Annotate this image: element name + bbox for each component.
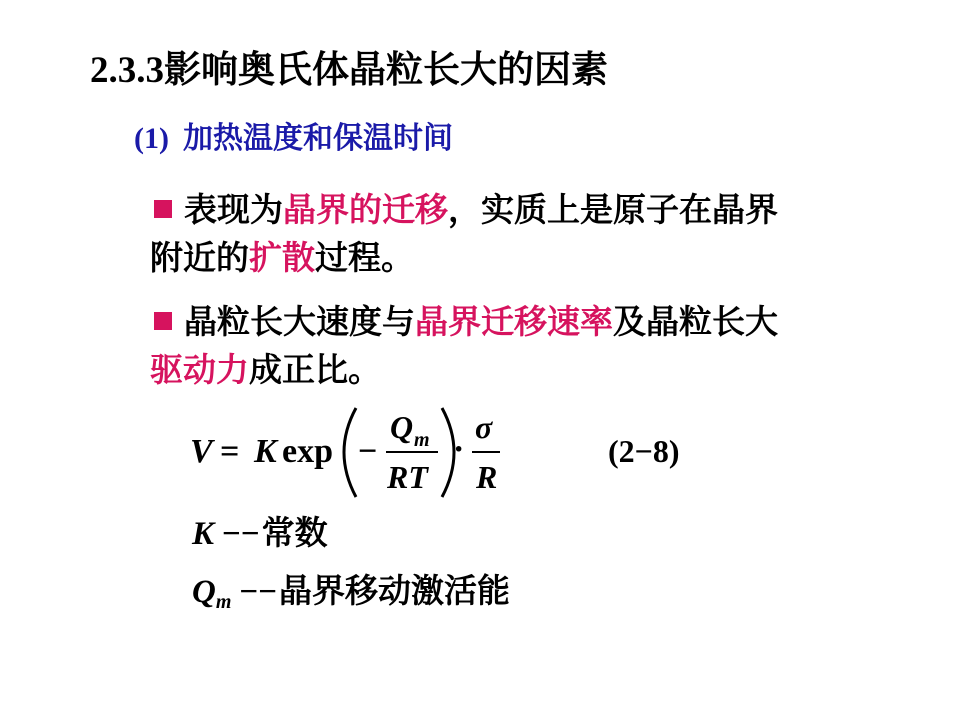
formula-equation-label: (2−8) (608, 433, 680, 469)
definition-constant (192, 510, 328, 557)
definition-dash: −− (222, 516, 260, 552)
formula-activation-subscript: m (414, 429, 430, 451)
bullet-item-2 (150, 298, 790, 394)
formula-velocity: V (190, 433, 213, 470)
square-bullet-icon (154, 312, 172, 330)
formula-surface-energy: σ (475, 409, 493, 445)
definition-text: 晶界移动激活能 (279, 571, 511, 610)
bullet-1-part-5: 过程。 (315, 238, 414, 277)
bullet-1-part-1: 表现为 (184, 190, 283, 229)
grain-growth-formula (190, 400, 730, 505)
section-number: 2.3.3 (90, 50, 164, 91)
bullet-2-part-3: 及晶粒长大 (613, 302, 778, 341)
bullet-1-part-3: ，实质上是原子在晶界附近的 (150, 190, 778, 277)
formula-exp: exp (282, 433, 333, 470)
formula-svg (190, 400, 730, 505)
definition-symbol-subscript: m (215, 591, 232, 613)
formula-constant: K (254, 433, 277, 470)
definition-symbol (192, 574, 232, 613)
formula-radius: R (476, 459, 498, 495)
title-text: 影响奥氏体晶粒长大的因素 (164, 47, 608, 91)
bullet-2-highlight-2: 驱动力 (150, 350, 249, 389)
slide-title (90, 44, 608, 96)
subheading-text: 加热温度和保温时间 (182, 121, 453, 156)
bullet-1-highlight-2: 扩散 (249, 238, 315, 277)
bullet-item-1 (150, 186, 790, 282)
formula-left-paren (344, 408, 356, 497)
definition-symbol-letter: Q (192, 574, 216, 610)
subheading (134, 118, 453, 160)
square-bullet-icon (154, 200, 172, 218)
formula-minus: − (358, 433, 378, 470)
bullet-2-part-5: 成正比。 (249, 350, 381, 389)
bullet-2-highlight-1: 晶界迁移速率 (415, 302, 613, 341)
formula-gas-temp: RT (387, 459, 428, 495)
definition-symbol: K (192, 516, 215, 552)
formula-activation-energy: Q (390, 409, 414, 445)
definition-text: 常数 (261, 513, 328, 552)
formula-equals: = (220, 433, 240, 470)
definition-dash: −− (239, 574, 278, 610)
bullet-2-part-1: 晶粒长大速度与 (184, 302, 415, 341)
formula-dot: · (453, 431, 465, 468)
subheading-number: (1) (134, 122, 169, 155)
definition-activation-energy (192, 568, 510, 625)
bullet-1-highlight-1: 晶界的迁移 (283, 190, 448, 229)
